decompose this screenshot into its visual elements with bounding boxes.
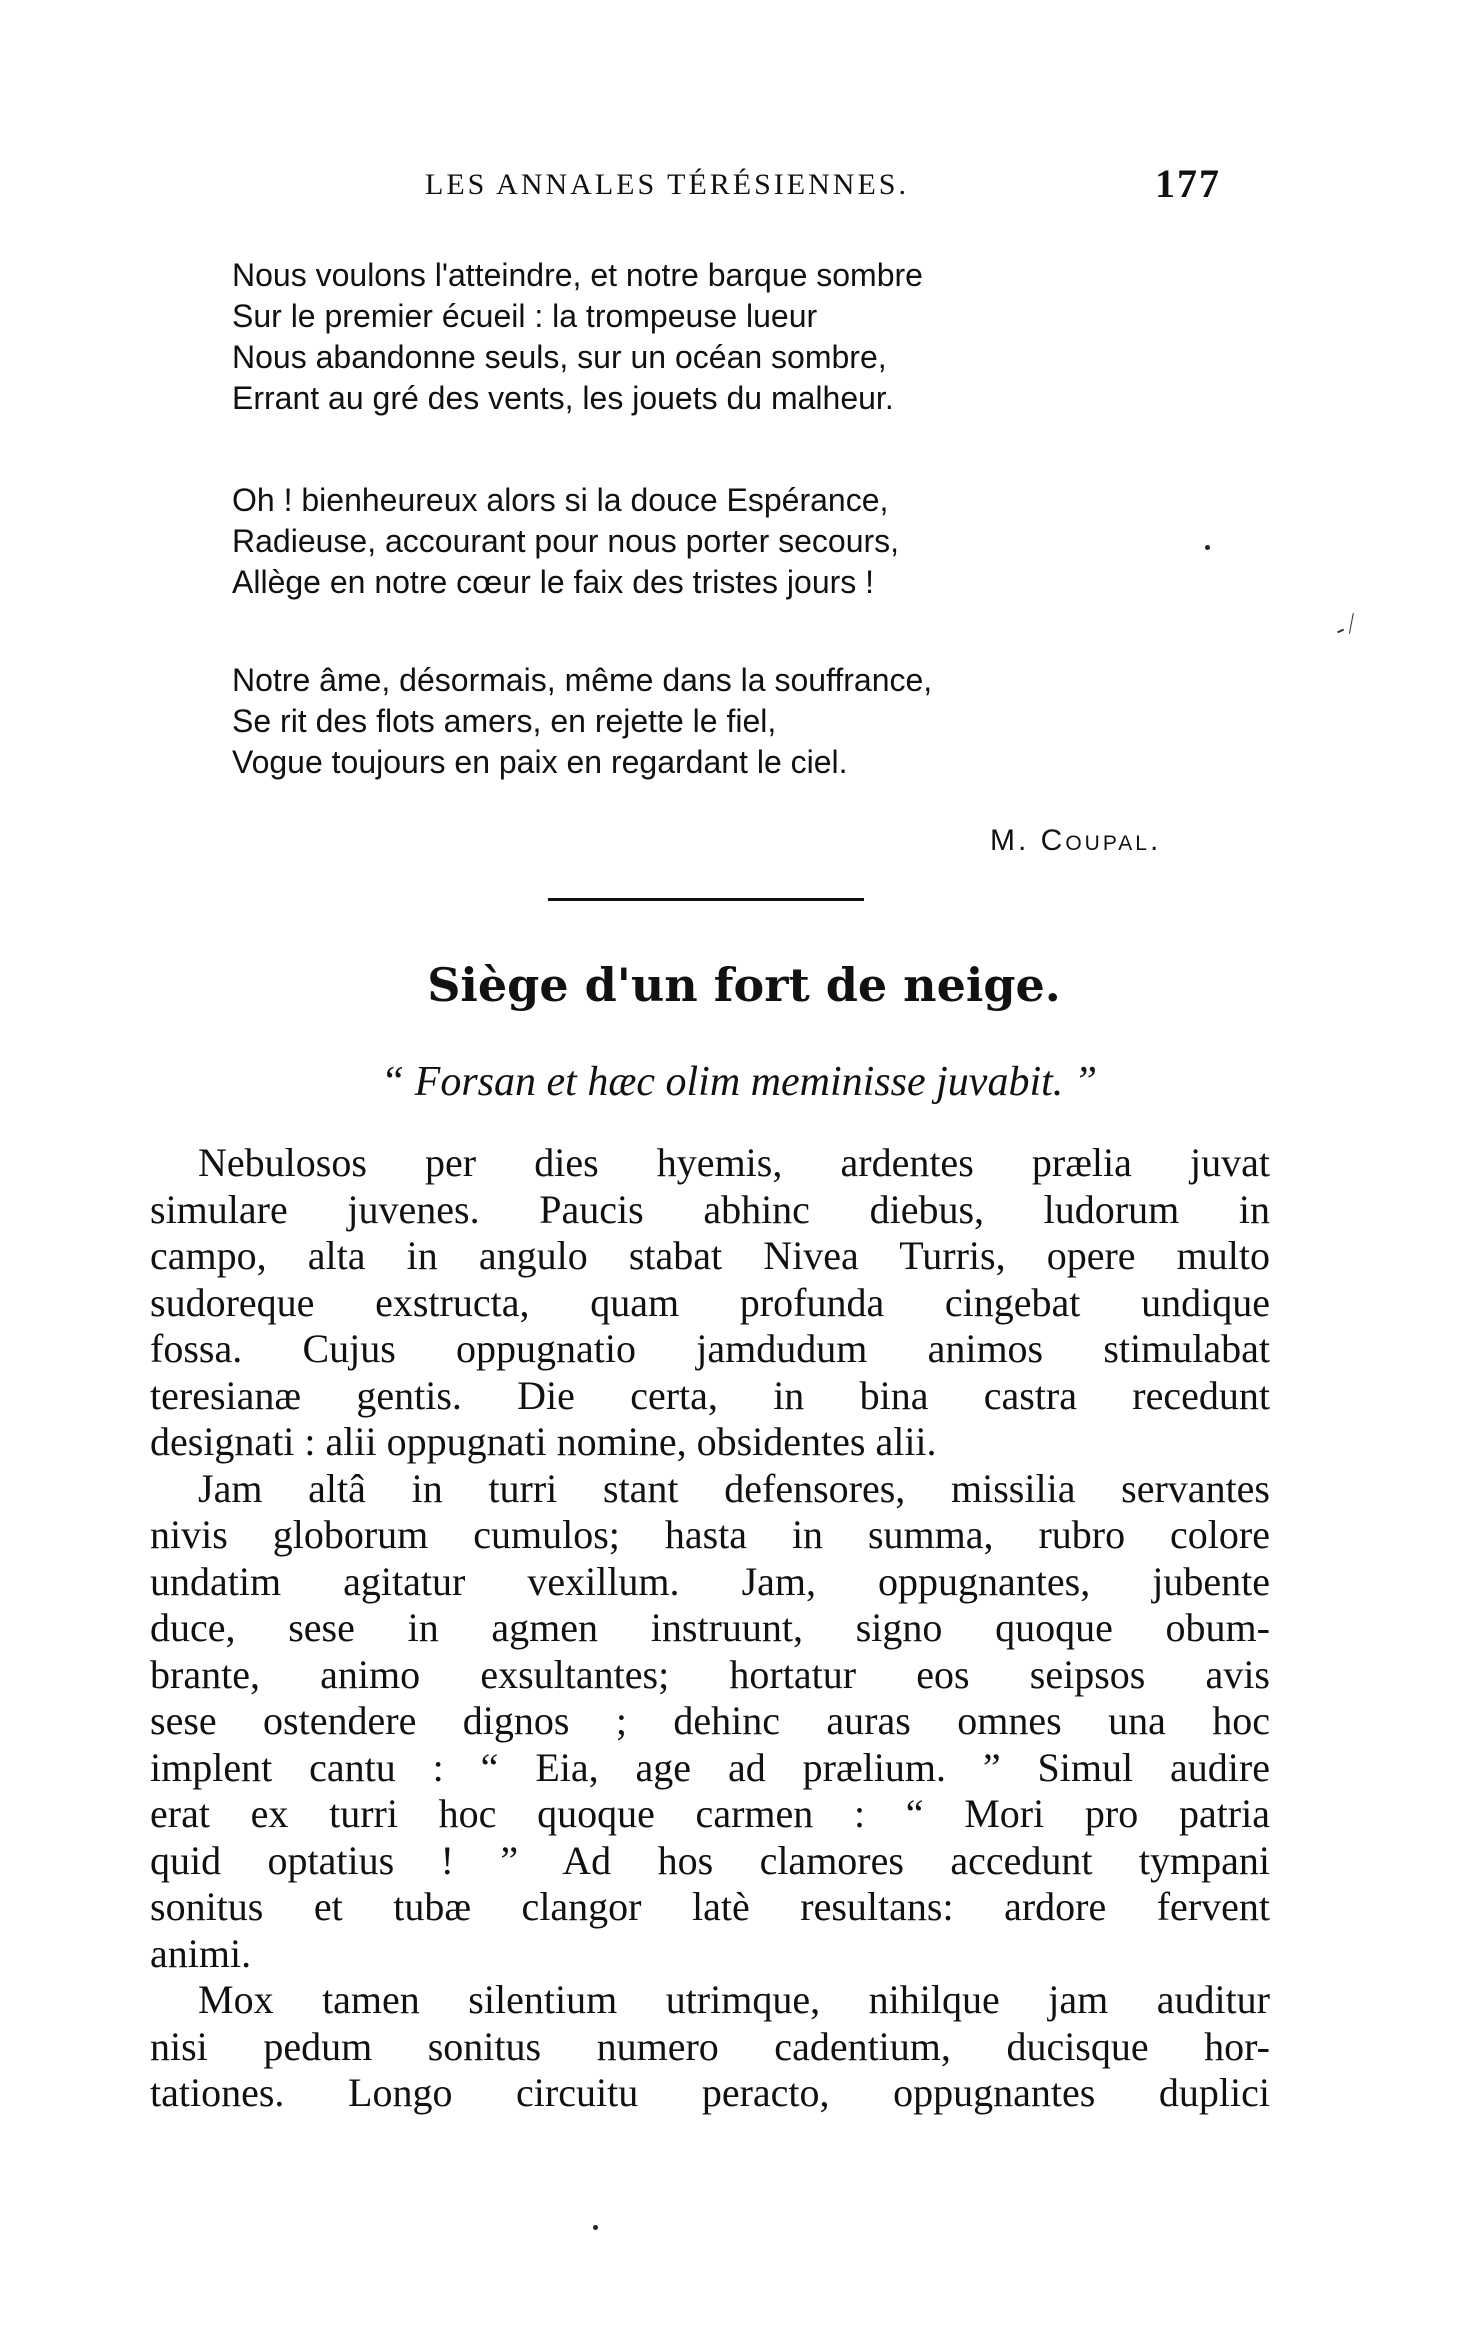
poem-stanza-1	[232, 255, 923, 419]
stray-mark: - ⁄	[1329, 609, 1360, 644]
body-line: nivis globorum cumulos; hasta in summa, rubro colore	[150, 1512, 1270, 1557]
poem-line: Nous abandonne seuls, sur un océan sombre,	[232, 339, 887, 375]
poem-line: Sur le premier écueil : la trompeuse lueur	[232, 298, 818, 334]
poem-signature: M. Coupal.	[990, 824, 1162, 857]
stray-dot	[1205, 545, 1210, 550]
poem-line: Notre âme, désormais, même dans la souffrance,	[232, 662, 933, 698]
body-line: nisi pedum sonitus numero cadentium, ducisque hor-	[150, 2023, 1270, 2069]
body-line: fossa. Cujus oppugnatio jamdudum animos stimulabat	[150, 1326, 1270, 1371]
poem-line: Vogue toujours en paix en regardant le ciel.	[232, 744, 848, 780]
body-line: implent cantu : “ Eia, age ad prælium. ” Simul audire	[150, 1744, 1270, 1790]
body-line: brante, animo exsultantes; hortatur eos seipsos avis	[150, 1651, 1270, 1697]
body-line: simulare juvenes. Paucis abhinc diebus, ludorum in	[150, 1186, 1270, 1232]
poem-line: Nous voulons l'atteindre, et notre barque sombre	[232, 257, 923, 293]
body-line: erat ex turri hoc quoque carmen : “ Mori pro patria	[150, 1791, 1270, 1836]
poem-line: Radieuse, accourant pour nous porter secours,	[232, 523, 900, 559]
body-line: sese ostendere dignos ; dehinc auras omnes una hoc	[150, 1698, 1270, 1743]
body-line: undatim agitatur vexillum. Jam, oppugnantes, jubente	[150, 1558, 1270, 1604]
poem-line: Oh ! bienheureux alors si la douce Espérance,	[232, 482, 889, 518]
body-line: designati : alii oppugnati nomine, obsidentes alii.	[150, 1419, 937, 1464]
body-line: sonitus et tubæ clangor latè resultans: ardore fervent	[150, 1884, 1270, 1929]
article-body	[150, 1140, 1270, 2117]
poem-stanza-2	[232, 480, 899, 603]
poem-line: Se rit des flots amers, en rejette le fiel,	[232, 703, 777, 739]
body-line: sudoreque exstructa, quam profunda cingebat undique	[150, 1279, 1270, 1325]
poem-line: Allège en notre cœur le faix des tristes jours !	[232, 564, 875, 600]
article-epigraph: “ Forsan et hæc olim meminisse juvabit. ”	[380, 1059, 1098, 1105]
poem-stanza-3	[232, 660, 932, 783]
body-line: Jam altâ in turri stant defensores, missilia servantes	[198, 1465, 1270, 1511]
body-line: quid optatius ! ” Ad hos clamores accedunt tympani	[150, 1837, 1270, 1883]
article-title: Siège d'un fort de neige.	[427, 958, 1061, 1012]
running-title: LES ANNALES TÉRÉSIENNES.	[425, 168, 909, 201]
body-line: campo, alta in angulo stabat Nivea Turris, opere multo	[150, 1233, 1270, 1278]
stray-dot	[593, 2225, 598, 2230]
body-line: animi.	[150, 1930, 252, 1976]
section-divider	[548, 898, 864, 901]
body-line: tationes. Longo circuitu peracto, oppugnantes duplici	[150, 2070, 1270, 2115]
poem-line: Errant au gré des vents, les jouets du malheur.	[232, 380, 894, 416]
body-line: teresianæ gentis. Die certa, in bina castra recedunt	[150, 1372, 1270, 1418]
body-line: Nebulosos per dies hyemis, ardentes prælia juvat	[198, 1140, 1270, 1185]
page-number: 177	[1155, 161, 1221, 206]
body-line: duce, sese in agmen instruunt, signo quoque obum-	[150, 1605, 1270, 1650]
body-line: Mox tamen silentium utrimque, nihilque jam auditur	[198, 1977, 1270, 2022]
